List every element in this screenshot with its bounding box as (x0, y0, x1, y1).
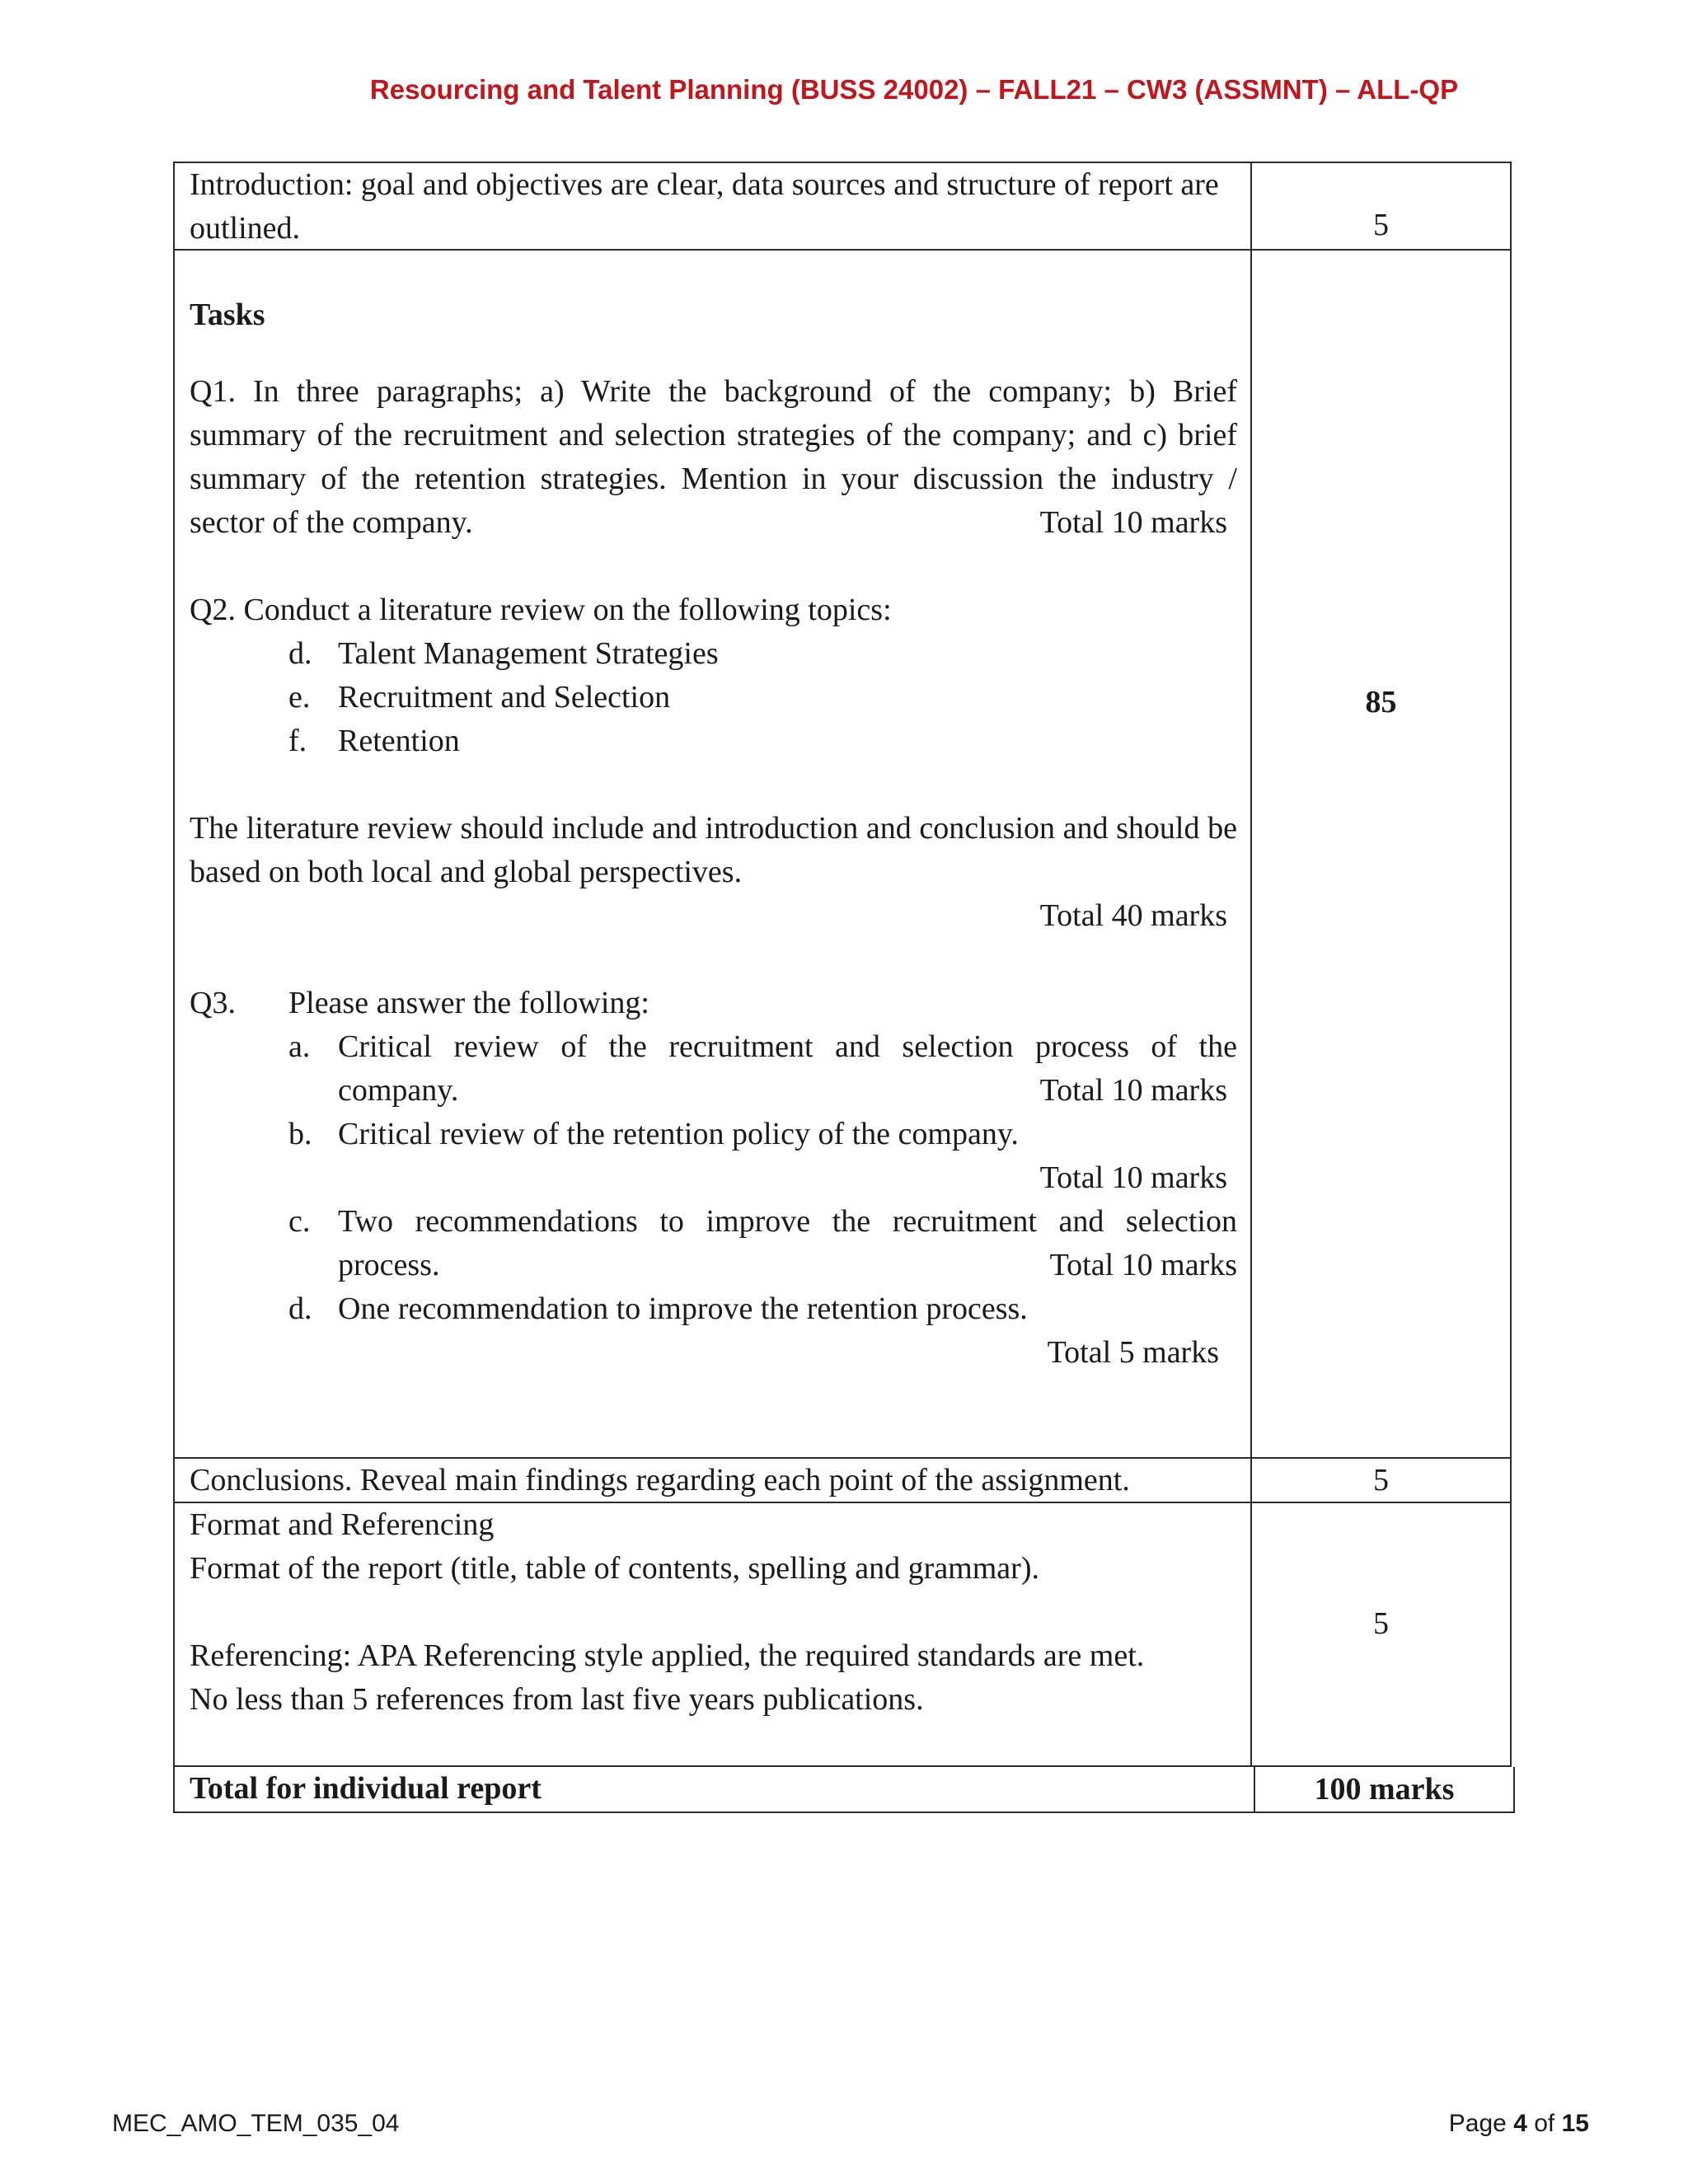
q3-heading (190, 982, 1237, 1025)
q2-item (190, 719, 1237, 763)
q2-item (190, 676, 1237, 719)
q3-item (190, 1287, 1237, 1331)
conclusions-marks: 5 (1373, 1462, 1389, 1497)
format-title: Format and Referencing (190, 1507, 495, 1542)
q3-item (190, 1025, 1237, 1113)
q3-item-text: Two recommendations to improve the recruitment and selection (338, 1204, 1237, 1239)
page-prefix: Page (1448, 2110, 1507, 2137)
q3-item-label: a. (288, 1029, 311, 1064)
q2-item-text: Recruitment and Selection (338, 680, 671, 715)
rubric-criterion (175, 251, 1252, 1457)
q2-item-label: e. (288, 680, 311, 715)
rubric-row-conclusions (173, 1459, 1512, 1503)
rubric-row-total (173, 1767, 1515, 1813)
q3-item-total: Total 10 marks (1039, 1160, 1227, 1195)
rubric-row-tasks (173, 251, 1512, 1459)
rubric-marks (1252, 163, 1510, 249)
q3-item-text: Critical review of the retention policy of the company. (338, 1117, 1019, 1151)
q2-note: The literature review should include and introduction and conclusion and should be based on both local and global perspectives. (190, 811, 1237, 889)
q3-label: Q3. (190, 986, 236, 1020)
q1-total: Total 10 marks (1039, 505, 1227, 540)
rubric-marks (1252, 251, 1510, 1457)
q3-item-cont: company. (338, 1073, 459, 1108)
q3-item-label: b. (288, 1117, 312, 1151)
q1-text: Q1. In three paragraphs; a) Write the background of the company; b) Brief summary of the recruitment and selection strategies of the company; and c) brief summary of the retention strategies. Mention in your discussion the industry / sector of the company. (190, 374, 1237, 540)
q2-item-label: f. (288, 724, 307, 758)
introduction-marks: 5 (1373, 208, 1389, 242)
rubric-criterion (175, 1503, 1252, 1765)
rubric-row-format (173, 1503, 1512, 1767)
q3-item (190, 1200, 1237, 1287)
introduction-text: Introduction: goal and objectives are clear, data sources and structure of report are outlined. (190, 167, 1219, 246)
format-marks: 5 (1373, 1606, 1389, 1641)
format-line1: Format of the report (title, table of contents, spelling and grammar). (190, 1551, 1039, 1586)
q3-item-cont-line (338, 1244, 1237, 1287)
q2-text: Q2. Conduct a literature review on the following topics: (190, 593, 892, 627)
total-marks: 100 marks (1314, 1771, 1455, 1807)
page-of: of (1534, 2110, 1555, 2137)
q3-item-text: One recommendation to improve the retention process. (338, 1291, 1028, 1326)
rubric-criterion (175, 1767, 1255, 1811)
q3-item-label: c. (288, 1204, 311, 1239)
q2-item (190, 632, 1237, 676)
page-current: 4 (1513, 2110, 1527, 2137)
q3-item (190, 1113, 1237, 1156)
rubric-criterion (175, 1459, 1252, 1502)
rubric-row-introduction (173, 162, 1512, 251)
document-header: Resourcing and Talent Planning (BUSS 24002) – FALL21 – CW3 (ASSMNT) – ALL-QP (369, 74, 1459, 105)
tasks-heading: Tasks (190, 298, 265, 332)
q2-total: Total 40 marks (1039, 898, 1227, 933)
q3-item-total: Total 5 marks (1047, 1335, 1219, 1370)
q2-item-text: Retention (338, 724, 460, 758)
q3-item-cont: process. (338, 1248, 440, 1282)
format-line2: Referencing: APA Referencing style applied, the required standards are met. No less than 5 references from last five years publications. (190, 1638, 1145, 1717)
total-label: Total for individual report (190, 1771, 542, 1806)
q3-item-total: Total 10 marks (1049, 1248, 1237, 1282)
footer-page-number (1449, 2110, 1589, 2138)
q3-item-total: Total 10 marks (1039, 1073, 1227, 1108)
q3-item-label: d. (288, 1291, 312, 1326)
marking-rubric-table (173, 162, 1512, 1813)
tasks-marks: 85 (1365, 685, 1397, 719)
conclusions-text: Conclusions. Reveal main findings regarding each point of the assignment. (190, 1463, 1130, 1497)
footer-doc-code: MEC_AMO_TEM_035_04 (112, 2110, 400, 2137)
q3-item-text: Critical review of the recruitment and selection process of the (338, 1029, 1237, 1064)
rubric-criterion (175, 163, 1252, 249)
rubric-marks (1255, 1767, 1513, 1811)
q3-item-cont-line (338, 1069, 1237, 1113)
q3-text: Please answer the following: (288, 986, 649, 1020)
q2-item-text: Talent Management Strategies (338, 636, 719, 671)
rubric-marks (1252, 1459, 1510, 1502)
rubric-marks (1252, 1503, 1510, 1765)
page-total: 15 (1561, 2110, 1589, 2137)
q2-item-label: d. (288, 636, 312, 671)
